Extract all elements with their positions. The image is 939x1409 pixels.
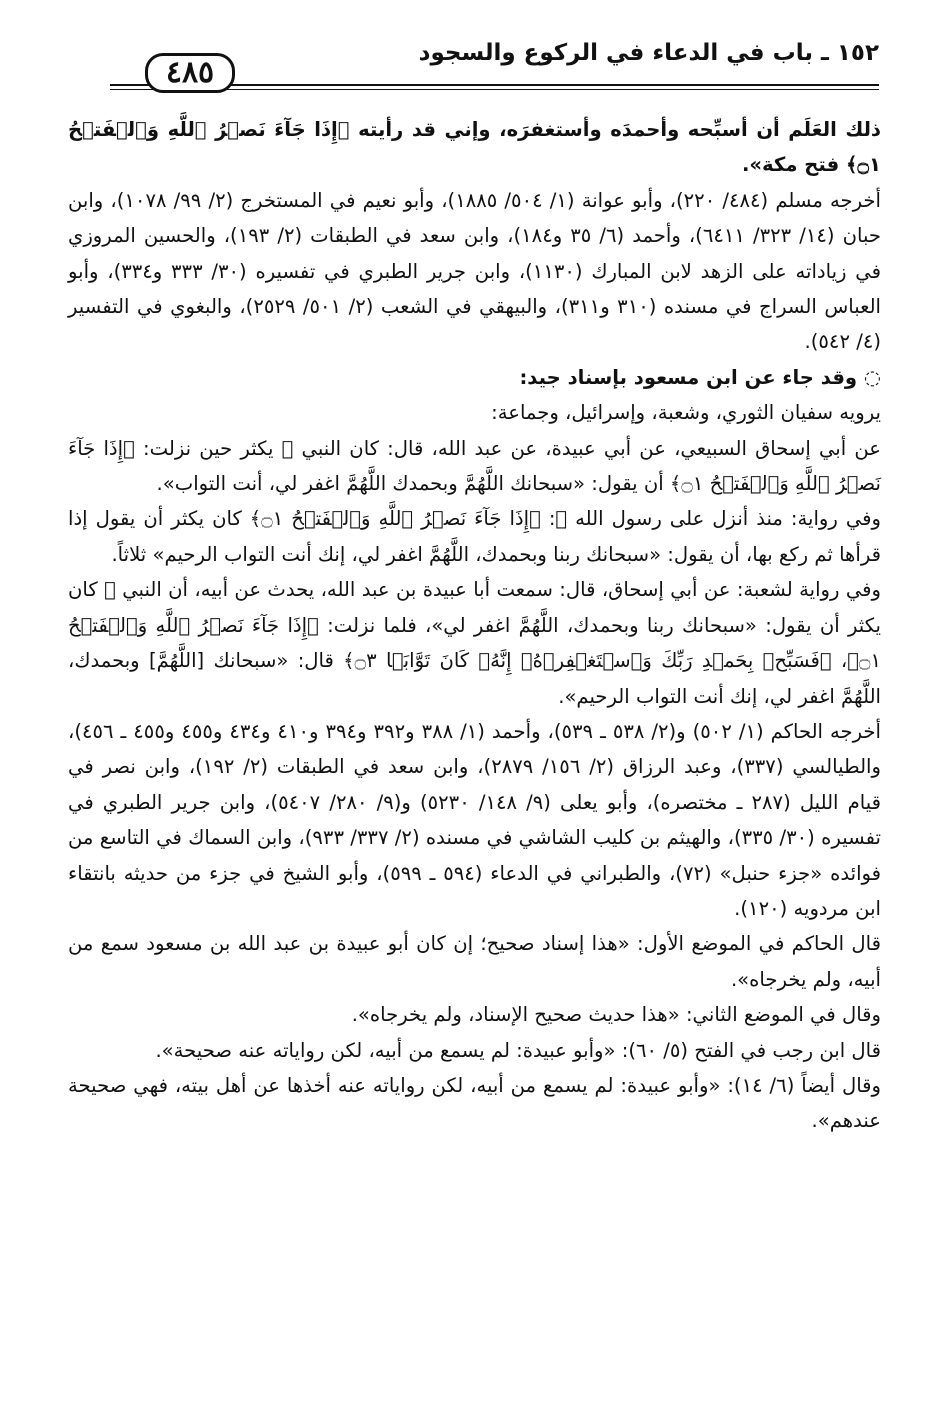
paragraph-narrators: يرويه سفيان الثوري، وشعبة، وإسرائيل، وجماعة:	[491, 401, 881, 425]
paragraph-hakim-2: وقال في الموضع الثاني: «هذا حديث صحيح الإسناد، ولم يخرجاه».	[351, 1003, 881, 1027]
paragraph-heading: ◌ وقد جاء عن ابن مسعود بإسناد جيد:	[519, 365, 881, 389]
paragraph-hadith-1: عن أبي إسحاق السبيعي، عن أبي عبيدة، عن عبد الله، قال: كان النبي ﷺ يكثر حين نزلت: ﴿إِذَا جَآءَ نَصۡرُ ٱللَّهِ وَٱلۡفَتۡحُ ۝١﴾ أن يقول: «سبحانك اللَّهُمَّ وبحمدك اللَّهُمَّ اغفر لي، أنت التواب».	[68, 436, 881, 496]
page-body	[68, 112, 881, 1139]
paragraph-takhrij-2: أخرجه الحاكم (١/ ٥٠٢) و(٢/ ٥٣٨ ـ ٥٣٩)، وأحمد (١/ ٣٨٨ و٣٩٢ و٣٩٤ و٤١٠ و٤٣٤ و٤٥٥ و٤٥٥ ـ ٤٥٦)، والطيالسي (٣٣٧)، وعبد الرزاق (٢/ ١٥٦/ ٢٨٧٩)، وابن سعد في الطبقات (٢/ ١٩٢)، وابن نصر في قيام الليل (٢٨٧ ـ مختصره)، وأبو يعلى (٩/ ١٤٨/ ٥٢٣٠) و(٩/ ٢٨٠/ ٥٤٠٧)، وابن جرير الطبري في تفسيره (٣٠/ ٣٣٥)، والهيثم بن كليب الشاشي في مسنده (٢/ ٣٣٧/ ٩٣٣)، وابن السماك في التاسع من فوائده «جزء حنبل» (٧٢)، والطبراني في الدعاء (٥٩٤ ـ ٥٩٩)، وأبو الشيخ في جزء من حديثه بانتقاء ابن مردويه (١٢٠).	[68, 719, 882, 920]
paragraph-hadith-end: ذلك العَلَم أن أسبِّحه وأحمدَه وأستغفرَه، وإني قد رأيته ﴿إِذَا جَآءَ نَصۡرُ ٱللَّهِ وَٱلۡفَتۡحُ ۝١﴾ فتح مكة».	[68, 118, 881, 177]
paragraph-ibn-rajab-1: قال ابن رجب في الفتح (٥/ ٦٠): «وأبو عبيدة: لم يسمع من أبيه، لكن رواياته عنه صحيحة».	[155, 1038, 881, 1062]
page-number-badge: ٤٨٥	[145, 53, 235, 93]
page-number	[110, 54, 270, 92]
paragraph-ibn-rajab-2: وقال أيضاً (٦/ ١٤): «وأبو عبيدة: لم يسمع من أبيه، لكن رواياته عنه أخذها عن أهل بيته، فهي صحيحة عندهم».	[68, 1073, 882, 1133]
running-title: ١٥٢ ـ باب في الدعاء في الركوع والسجود	[418, 40, 879, 66]
paragraph-riwaya-shuba: وفي رواية لشعبة: عن أبي إسحاق، قال: سمعت أبا عبيدة بن عبد الله، يحدث عن أبيه، أن النبي ﷺ كان يكثر أن يقول: «سبحانك ربنا وبحمدك، اللَّهُمَّ اغفر لي»، فلما نزلت: ﴿إِذَا جَآءَ نَصۡرُ ٱللَّهِ وَٱلۡفَتۡحُ ۝١﴾، ﴿فَسَبِّحۡ بِحَمۡدِ رَبِّكَ وَٱسۡتَغۡفِرۡهُۚ إِنَّهُۥ كَانَ تَوَّابَۢا ۝٣﴾ قال: «سبحانك [اللَّهُمَّ] وبحمدك، اللَّهُمَّ اغفر لي، إنك أنت التواب الرحيم».	[68, 578, 881, 708]
paragraph-takhrij-1: أخرجه مسلم (٤٨٤/ ٢٢٠)، وأبو عوانة (١/ ٥٠٤/ ١٨٨٥)، وأبو نعيم في المستخرج (٢/ ٩٩/ ١٠٧٨)، وابن حبان (١٤/ ٣٢٣/ ٦٤١١)، وأحمد (٦/ ٣٥ و١٨٤)، وابن سعد في الطبقات (٢/ ١٩٣)، والحسين المروزي في زياداته على الزهد لابن المبارك (١١٣٠)، وابن جرير الطبري في تفسيره (٣٠/ ٣٣٣ و٣٣٤)، وأبو العباس السراج في مسنده (٣١٠ و٣١١)، والبيهقي في الشعب (٢/ ٥٠١/ ٢٥٢٩)، والبغوي في التفسير (٤/ ٥٤٢).	[68, 188, 881, 354]
paragraph-hakim-1: قال الحاكم في الموضع الأول: «هذا إسناد صحيح؛ إن كان أبو عبيدة بن عبد الله بن مسعود سمع من أبيه، ولم يخرجاه».	[68, 932, 881, 991]
paragraph-riwaya-1: وفي رواية: منذ أنزل على رسول الله ﷺ: ﴿إِذَا جَآءَ نَصۡرُ ٱللَّهِ وَٱلۡفَتۡحُ ۝١﴾ كان يكثر أن يقول إذا قرأها ثم ركع بها، أن يقول: «سبحانك ربنا وبحمدك، اللَّهُمَّ اغفر لي، إنك أنت التواب الرحيم» ثلاثاً.	[68, 507, 881, 566]
page-header	[70, 40, 879, 100]
